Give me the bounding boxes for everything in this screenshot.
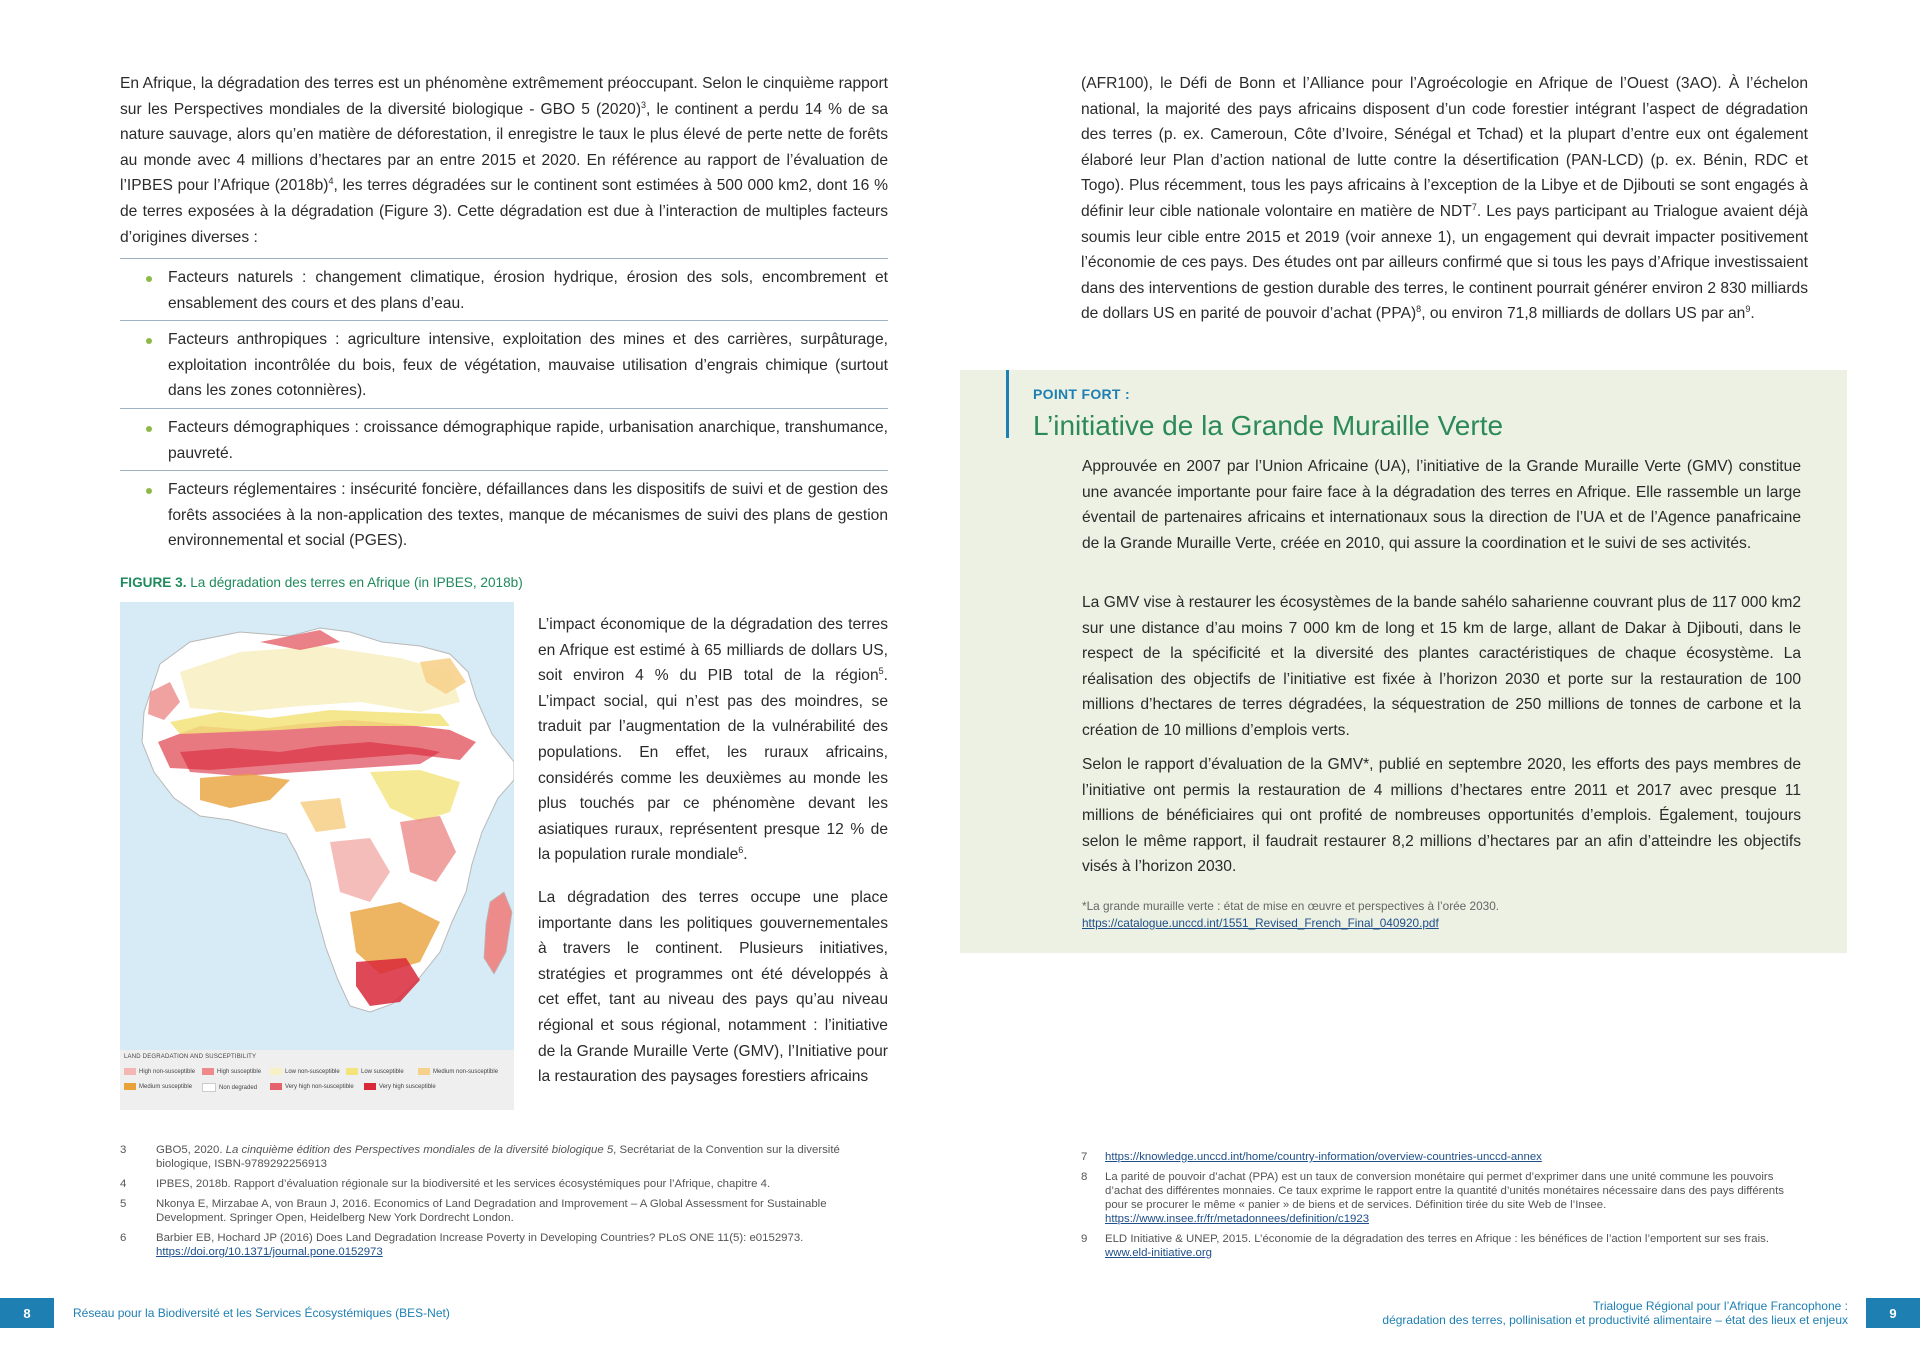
africa-degradation-map xyxy=(120,602,514,1110)
footnote: 3 GBO5, 2020. La cinquième édition des Perspectives mondiales de la diversité biologique 5, Secrétariat de la Convention sur la diversité biologique, ISBN-9789292256913 xyxy=(120,1144,840,1170)
impact-paragraph: L’impact économique de la dégradation des terres en Afrique est estimé à 65 milliards de dollars US, soit environ 4 % du PIB total de la région$^5$. L’impact social, qui n’est pas des moindres, se traduit par l’augmentation de la vulnérabilité des populations. En effet, les ruraux africains, considérés comme les deuxièmes au monde les plus touchés par ce phénomène devant les asiatiques ruraux, représentent presque 12 % de la population rurale mondiale$^6$. xyxy=(538,616,888,864)
eld-link[interactable]: www.eld-initiative.org xyxy=(1105,1247,1212,1259)
legend-item: Low non-susceptible xyxy=(270,1068,340,1075)
legend-item: Low susceptible xyxy=(346,1068,404,1075)
list-item: Facteurs réglementaires : insécurité foncière, défaillances dans les dispositifs de suivi et de gestion des forêts associées à la non-application des textes, manque de mécanismes de suivi des plans de gestion environnemental et social (PGES). xyxy=(120,470,888,558)
intro-paragraph: En Afrique, la dégradation des terres est un phénomène extrêmement préoccupant. Selon le cinquième rapport sur les Perspectives mondiales de la diversité biologique - GBO 5 $(2020)^3$, le continent a perdu 14 % de sa nature sauvage, alors qu’en matière de déforestation, il enregistre le taux le plus élevé de perte nette de forêts au monde avec 4 millions d’hectares par an entre 2015 et 2020. En référence au rapport de l’évaluation de l’IPBES pour l’Afrique $(2018b)^4$, les terres dégradées sur le continent sont estimées à 500 000 km2, dont 16 % de terres exposées à la dégradation (Figure 3). Cette dégradation est due à l’interaction de multiples facteurs d’origines diverses : xyxy=(120,75,888,246)
footnote: 6 Barbier EB, Hochard JP (2016) Does Land Degradation Increase Poverty in Developing Countries? PLoS ONE 11(5): e0152973. https://doi.org/10.1371/journal.pone.0152973 xyxy=(120,1232,804,1258)
legend-item: High non-susceptible xyxy=(124,1068,195,1075)
legend-item: High susceptible xyxy=(202,1068,261,1075)
unccd-link[interactable]: https://knowledge.unccd.int/home/country-information/overview-countries-unccd-annex xyxy=(1105,1151,1542,1163)
footer-title: Réseau pour la Biodiversité et les Services Écosystémiques (BES-Net) xyxy=(73,1306,450,1320)
legend-item: Medium susceptible xyxy=(124,1083,192,1090)
footnote: 9 ELD Initiative & UNEP, 2015. L’économie de la dégradation des terres en Afrique : les bénéfices de l’action l’emportent sur ses frais. www.eld-initiative.org xyxy=(1081,1233,1769,1259)
factors-list xyxy=(120,258,888,558)
page-number: 8 xyxy=(0,1298,54,1328)
map-image xyxy=(120,602,514,1050)
box-paragraph: La GMV vise à restaurer les écosystèmes de la bande sahélo saharienne couvrant plus de 117 000 km2 sur une distance d’au moins 7 000 km de long et 15 km de large, allant de Dakar à Djibouti, dans le respect de la spécificité et la diversité des plantes caractéristiques de chaque écosystème. La réalisation des objectifs de l’initiative est fixée à l’horizon 2030 et porte sur la restauration de 100 millions d’hectares de terres dégradées, la séquestration de 250 millions de tonnes de carbone et la création de 10 millions d’emplois verts. xyxy=(1082,594,1801,739)
footnote: 7 https://knowledge.unccd.int/home/country-information/overview-countries-unccd-annex xyxy=(1081,1151,1542,1163)
legend-item: Medium non-susceptible xyxy=(418,1068,498,1075)
legend-item: Non degraded xyxy=(202,1083,257,1092)
legend-item: Very high susceptible xyxy=(364,1083,436,1090)
point-title: L’initiative de la Grande Muraille Verte xyxy=(1033,410,1504,441)
legend-item: Very high non-susceptible xyxy=(270,1083,354,1090)
right-page xyxy=(960,0,1920,1358)
insee-link[interactable]: https://www.insee.fr/fr/metadonnees/definition/c1923 xyxy=(1105,1213,1370,1225)
footnotes-left xyxy=(120,1143,880,1265)
list-item: Facteurs anthropiques : agriculture intensive, exploitation des mines et des carrières, surpâturage, exploitation incontrôlée du bois, feux de végétation, mauvaise utilisation d’engrais chimique (surtout dans les zones cotonnières). xyxy=(120,320,888,408)
policy-paragraph: La dégradation des terres occupe une place importante dans les politiques gouvernementales à travers le continent. Plusieurs initiatives, stratégies et programmes ont été développés à cet effet, tant au niveau des pays qu’au niveau régional et sous régional, notamment : l’initiative de la Grande Muraille Verte (GMV), l’Initiative pour la restauration des paysages forestiers africains xyxy=(538,889,888,1086)
top-paragraph: (AFR100), le Défi de Bonn et l’Alliance pour l’Agroécologie en Afrique de l’Ouest (3AO). À l’échelon national, la majorité des pays africains disposent d’un code forestier intégrant l’aspect de dégradation des terres (p. ex. Cameroun, Côte d’Ivoire, Sénégal et Tchad) et la plupart d’entre eux ont également élaboré leur Plan d’action national de lutte contre la désertification (PAN-LCD) (p. ex. Bénin, RDC et Togo). Plus récemment, tous les pays africains à l’exception de la Libye et de Djibouti se sont engagés à définir leur cible nationale volontaire en matière de NDT$^7$. Les pays participant au Trialogue avaient déjà soumis leur cible entre 2015 et 2019 (voir annexe 1), un engagement qui devrait impacter positivement l’économie de ces pays. Des études ont par ailleurs confirmé que si tous les pays d’Afrique investissaient dans des interventions de gestion durable des terres, le continent pourrait générer environ 2 830 milliards de dollars US en parité de pouvoir d’achat (PPA)$^8$, ou environ 71,8 milliards de dollars US par $an^9$. xyxy=(1081,75,1808,323)
list-item: Facteurs démographiques : croissance démographique rapide, urbanisation anarchique, transhumance, pauvreté. xyxy=(120,408,888,470)
list-item: Facteurs naturels : changement climatique, érosion hydrique, érosion des sols, encombrement et ensablement des cours et des plans d’eau. xyxy=(120,258,888,320)
gmv-report-link[interactable]: https://catalogue.unccd.int/1551_Revised_French_Final_040920.pdf xyxy=(1082,916,1439,930)
box-paragraph: Approuvée en 2007 par l’Union Africaine (UA), l’initiative de la Grande Muraille Verte (GMV) constitue une avancée importante pour faire face à la dégradation des terres en Afrique. Elle rassemble un large éventail de partenaires africains et internationaux sous la direction de l’UA et de l’Agence panafricaine de la Grande Muraille Verte, créée en 2010, qui assure la coordination et le suivi de ses activités. xyxy=(1082,458,1801,552)
accent-bar xyxy=(1006,370,1009,438)
box-footnote: *La grande muraille verte : état de mise en œuvre et perspectives à l’orée 2030. https://catalogue.unccd.int/1551_Revised_French_Final_040920.pdf xyxy=(1082,899,1500,930)
box-paragraph: Selon le rapport d’évaluation de la GMV*, publié en septembre 2020, les efforts des pays membres de l’initiative ont permis la restauration de 4 millions d’hectares entre 2011 et 2017 avec presque 11 millions de bénéficiaires qui ont profité de nombreuses opportunités d’emplois. Également, toujours selon le même rapport, il faudrait restaurer 8,2 millions d’hectares par an afin d’atteindre les objectifs visés à l’horizon 2030. xyxy=(1082,756,1801,876)
legend-title: LAND DEGRADATION AND SUSCEPTIBILITY xyxy=(124,1054,257,1060)
footnote: 5 Nkonya E, Mirzabae A, von Braun J, 2016. Economics of Land Degradation and Improvement – A Global Assessment for Sustainable Development. Springer Open, Heidelberg New York Dordrecht London. xyxy=(120,1198,827,1224)
footnotes-right xyxy=(1081,1150,1808,1266)
page-number: 9 xyxy=(1866,1298,1920,1328)
point-label: POINT FORT : xyxy=(1033,386,1130,402)
footnote: 4 IPBES, 2018b. Rapport d’évaluation régionale sur la biodiversité et les services écosystémiques pour l’Afrique, chapitre 4. xyxy=(120,1178,771,1190)
footnote: 8 La parité de pouvoir d’achat (PPA) est un taux de conversion monétaire qui permet d’exprimer dans une unité commune les pouvoirs d’achat des différentes monnaies. Ce taux exprime le rapport entre la quantité d’unités monétaires nécessaire dans des pays différents pour se procurer le même « panier » de biens et de services. Définition tirée du site Web de l’Insee. https://www.insee.fr/fr/metadonnees/definition/c1923 xyxy=(1081,1171,1784,1225)
footer-title: Trialogue Régional pour l’Afrique Francophone : dégradation des terres, pollinisation et productivité alimentaire – état des lieux et enjeux xyxy=(1382,1299,1848,1327)
figure-caption: FIGURE 3. La dégradation des terres en Afrique (in IPBES, 2018b) xyxy=(120,575,523,590)
doi-link[interactable]: https://doi.org/10.1371/journal.pone.0152973 xyxy=(156,1246,383,1258)
map-legend xyxy=(120,1050,514,1110)
point-fort-box xyxy=(960,370,1847,953)
